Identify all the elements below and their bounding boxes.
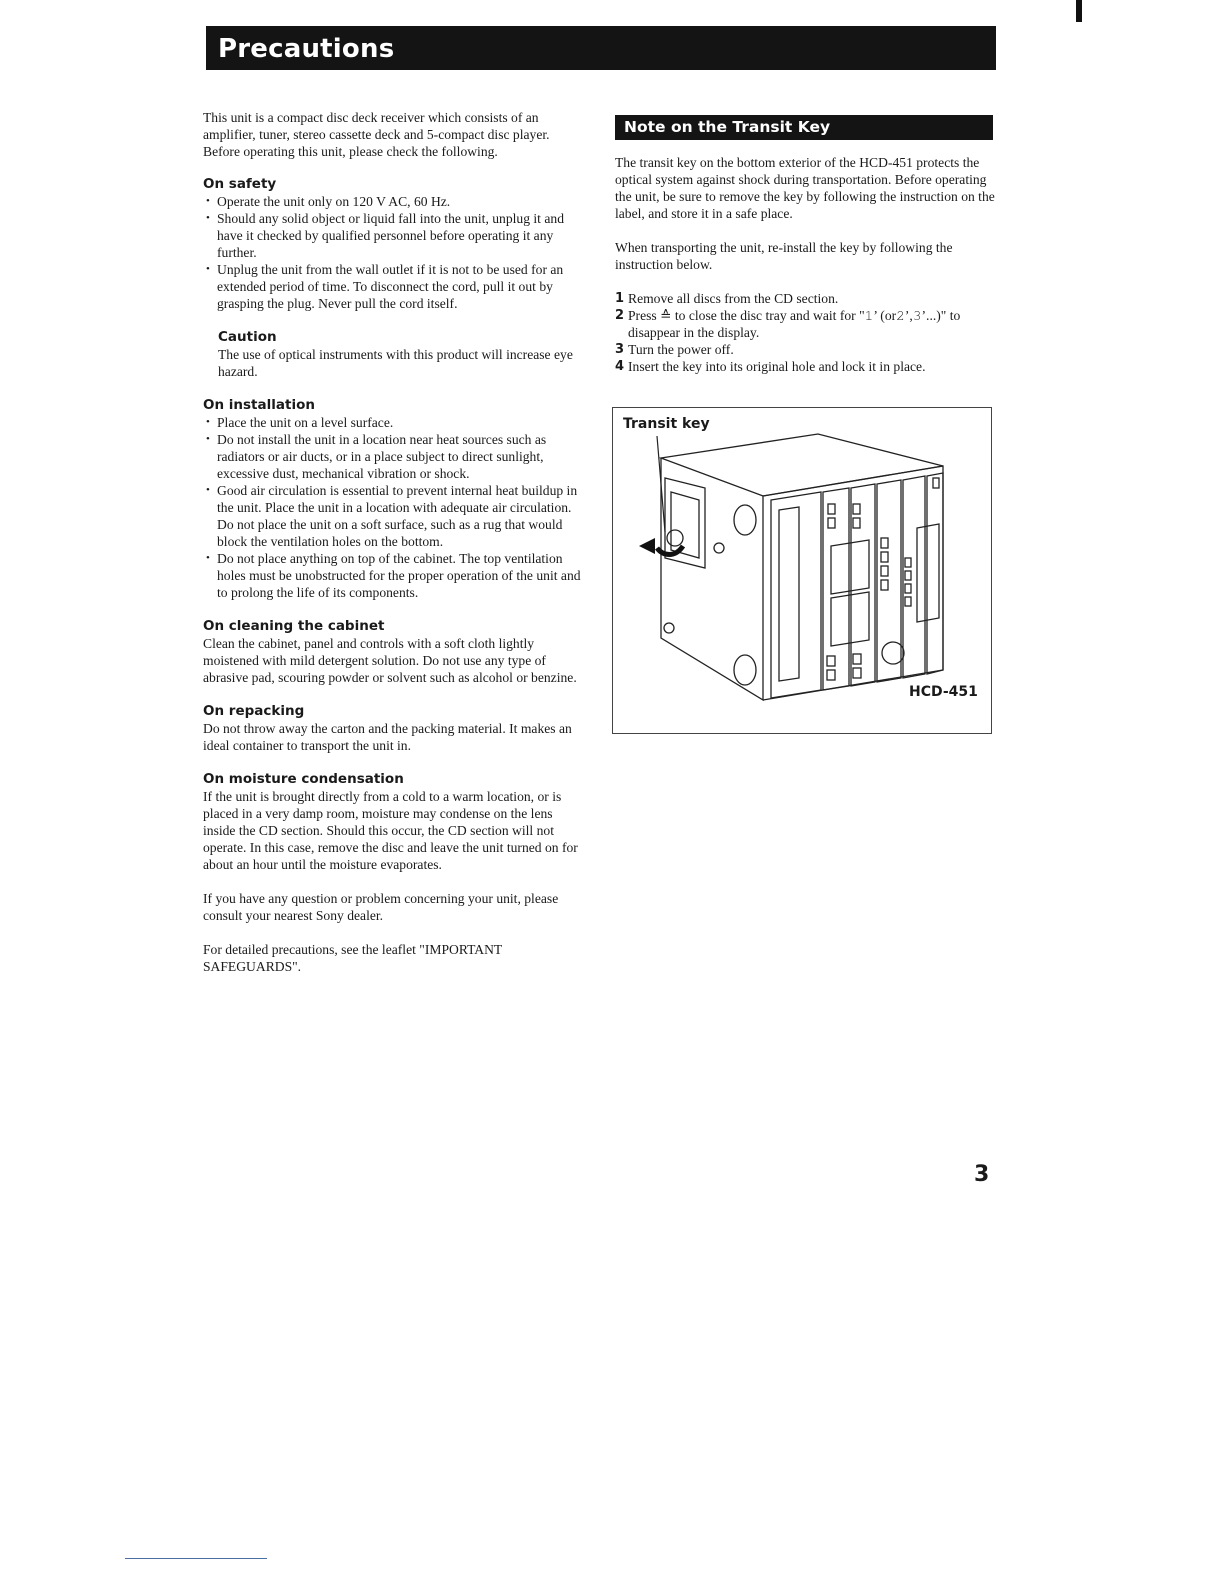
list-item: • Should any solid object or liquid fall into the unit, unplug it and have it checked by qualified personnel before operating it any further. [203, 210, 583, 261]
page-number: 3 [974, 1162, 990, 1187]
moisture-heading: On moisture condensation [203, 771, 404, 787]
installation-heading: On installation [203, 397, 315, 413]
caution-text: The use of optical instruments with this product will increase eye hazard. [218, 347, 573, 379]
intro-paragraph-2: Before operating this unit, please check the following. [203, 144, 498, 159]
transit-paragraph-2: When transporting the unit, re-install the key by following the instruction below. [615, 240, 953, 272]
installation-list [203, 414, 583, 601]
list-item: • Do not place anything on top of the cabinet. The top ventilation holes must be unobstructed for the proper operation of the unit and to prolong the life of its components. [203, 550, 583, 601]
list-item: • Do not install the unit in a location near heat sources such as radiators or air ducts, or in a place subject to direct sunlight, excessive dust, mechanical vibration or shock. [203, 431, 583, 482]
transit-key-figure [612, 407, 992, 734]
moisture-text: If the unit is brought directly from a cold to a warm location, or is placed in a very damp room, moisture may condense on the lens inside the CD section. Should this occur, the CD section will not operate. In this case, remove the disc and leave the unit turned on for about an hour until the moisture evaporates. [203, 789, 578, 872]
transit-key-label: Transit key [623, 416, 710, 432]
step-text: Insert the key into its original hole and lock it in place. [628, 359, 926, 374]
step-text: Turn the power off. [628, 342, 734, 357]
caution-heading: Caution [218, 329, 277, 345]
list-item [615, 307, 995, 341]
step-text: Press ≙ to close the disc tray and wait for "𝟷’ (or𝟸’,𝟹’...)" to disappear in the display. [628, 308, 961, 340]
list-item: • Good air circulation is essential to prevent internal heat buildup in the unit. Place the unit in a location with adequate air circulation. Do not place the unit on a soft surface, such as a rug that would block the ventilation holes on the bottom. [203, 482, 583, 550]
transit-paragraph-1: The transit key on the bottom exterior of the HCD-451 protects the optical system against shock during transportation. Before operating the unit, be sure to remove the key by following the instruction on the label, and store it in a safe place. [615, 155, 995, 221]
bottom-rule [125, 1558, 267, 1559]
list-item [615, 290, 995, 307]
repacking-text: Do not throw away the carton and the packing material. It makes an ideal container to transport the unit in. [203, 721, 572, 753]
right-column [615, 115, 995, 375]
list-item: • Operate the unit only on 120 V AC, 60 Hz. [203, 193, 583, 210]
cleaning-heading: On cleaning the cabinet [203, 618, 385, 634]
step-number: 1 [615, 291, 625, 306]
safety-list [203, 193, 583, 312]
dealer-note: If you have any question or problem concerning your unit, please consult your nearest Sony dealer. [203, 891, 559, 923]
intro-paragraph-1: This unit is a compact disc deck receiver which consists of an amplifier, tuner, stereo cassette deck and 5-compact disc player. [203, 110, 550, 142]
step-number: 3 [615, 342, 625, 357]
transit-steps [615, 290, 995, 375]
corner-registration-mark [1076, 0, 1082, 22]
list-item: • Unplug the unit from the wall outlet if it is not to be used for an extended period of time. To disconnect the cord, pull it out by grasping the plug. Never pull the cord itself. [203, 261, 583, 312]
transit-key-heading: Note on the Transit Key [615, 115, 993, 140]
cleaning-text: Clean the cabinet, panel and controls with a soft cloth lightly moistened with mild detergent solution. Do not use any type of abrasive pad, scouring powder or solvent such as alcohol or benzine. [203, 636, 577, 685]
page-title: Precautions [206, 26, 996, 70]
step-text: Remove all discs from the CD section. [628, 291, 839, 306]
model-label: HCD-451 [909, 684, 978, 700]
repacking-heading: On repacking [203, 703, 305, 719]
left-column [203, 109, 583, 975]
leaflet-note: For detailed precautions, see the leaflet "IMPORTANT SAFEGUARDS". [203, 942, 502, 974]
list-item [615, 341, 995, 358]
list-item [615, 358, 995, 375]
list-item: • Place the unit on a level surface. [203, 414, 583, 431]
step-number: 2 [615, 308, 625, 323]
safety-heading: On safety [203, 176, 277, 192]
step-number: 4 [615, 359, 625, 374]
